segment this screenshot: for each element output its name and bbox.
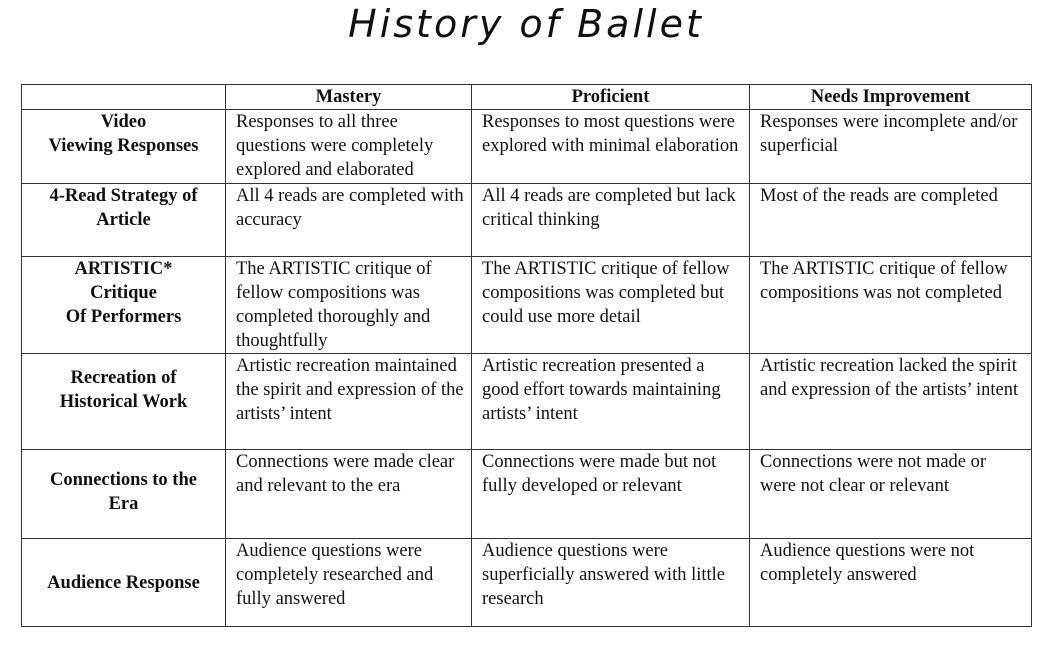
proficient-cell: The ARTISTIC critique of fellow compositions was completed but could use more detail <box>472 257 750 354</box>
header-row <box>22 85 1032 110</box>
proficient-cell: Audience questions were superficially answered with little research <box>472 539 750 627</box>
needs-improvement-cell: The ARTISTIC critique of fellow compositions was not completed <box>750 257 1032 354</box>
rubric-table <box>21 84 1032 627</box>
criterion-cell: Connections to the Era <box>22 450 226 539</box>
header-mastery: Mastery <box>226 85 472 110</box>
table-row <box>22 184 1032 257</box>
proficient-cell: Connections were made but not fully developed or relevant <box>472 450 750 539</box>
criterion-cell: Video Viewing Responses <box>22 110 226 184</box>
proficient-cell: All 4 reads are completed but lack critical thinking <box>472 184 750 257</box>
criterion-cell: 4-Read Strategy of Article <box>22 184 226 257</box>
mastery-cell: Responses to all three questions were completely explored and elaborated <box>226 110 472 184</box>
mastery-cell: Connections were made clear and relevant to the era <box>226 450 472 539</box>
mastery-cell: Audience questions were completely researched and fully answered <box>226 539 472 627</box>
header-proficient: Proficient <box>472 85 750 110</box>
proficient-cell: Artistic recreation presented a good effort towards maintaining artists’ intent <box>472 354 750 450</box>
needs-improvement-cell: Connections were not made or were not clear or relevant <box>750 450 1032 539</box>
header-needs-improvement: Needs Improvement <box>750 85 1032 110</box>
criterion-cell: Recreation of Historical Work <box>22 354 226 450</box>
needs-improvement-cell: Most of the reads are completed <box>750 184 1032 257</box>
table-row <box>22 110 1032 184</box>
header-criterion <box>22 85 226 110</box>
proficient-cell: Responses to most questions were explored with minimal elaboration <box>472 110 750 184</box>
needs-improvement-cell: Responses were incomplete and/or superficial <box>750 110 1032 184</box>
table-row <box>22 354 1032 450</box>
needs-improvement-cell: Audience questions were not completely answered <box>750 539 1032 627</box>
table-row <box>22 257 1032 354</box>
needs-improvement-cell: Artistic recreation lacked the spirit and expression of the artists’ intent <box>750 354 1032 450</box>
page-title: History of Ballet <box>348 2 704 46</box>
mastery-cell: Artistic recreation maintained the spirit and expression of the artists’ intent <box>226 354 472 450</box>
criterion-cell: Audience Response <box>22 539 226 627</box>
criterion-cell: ARTISTIC* Critique Of Performers <box>22 257 226 354</box>
mastery-cell: All 4 reads are completed with accuracy <box>226 184 472 257</box>
mastery-cell: The ARTISTIC critique of fellow compositions was completed thoroughly and thoughtfully <box>226 257 472 354</box>
table-row <box>22 539 1032 627</box>
table-row <box>22 450 1032 539</box>
